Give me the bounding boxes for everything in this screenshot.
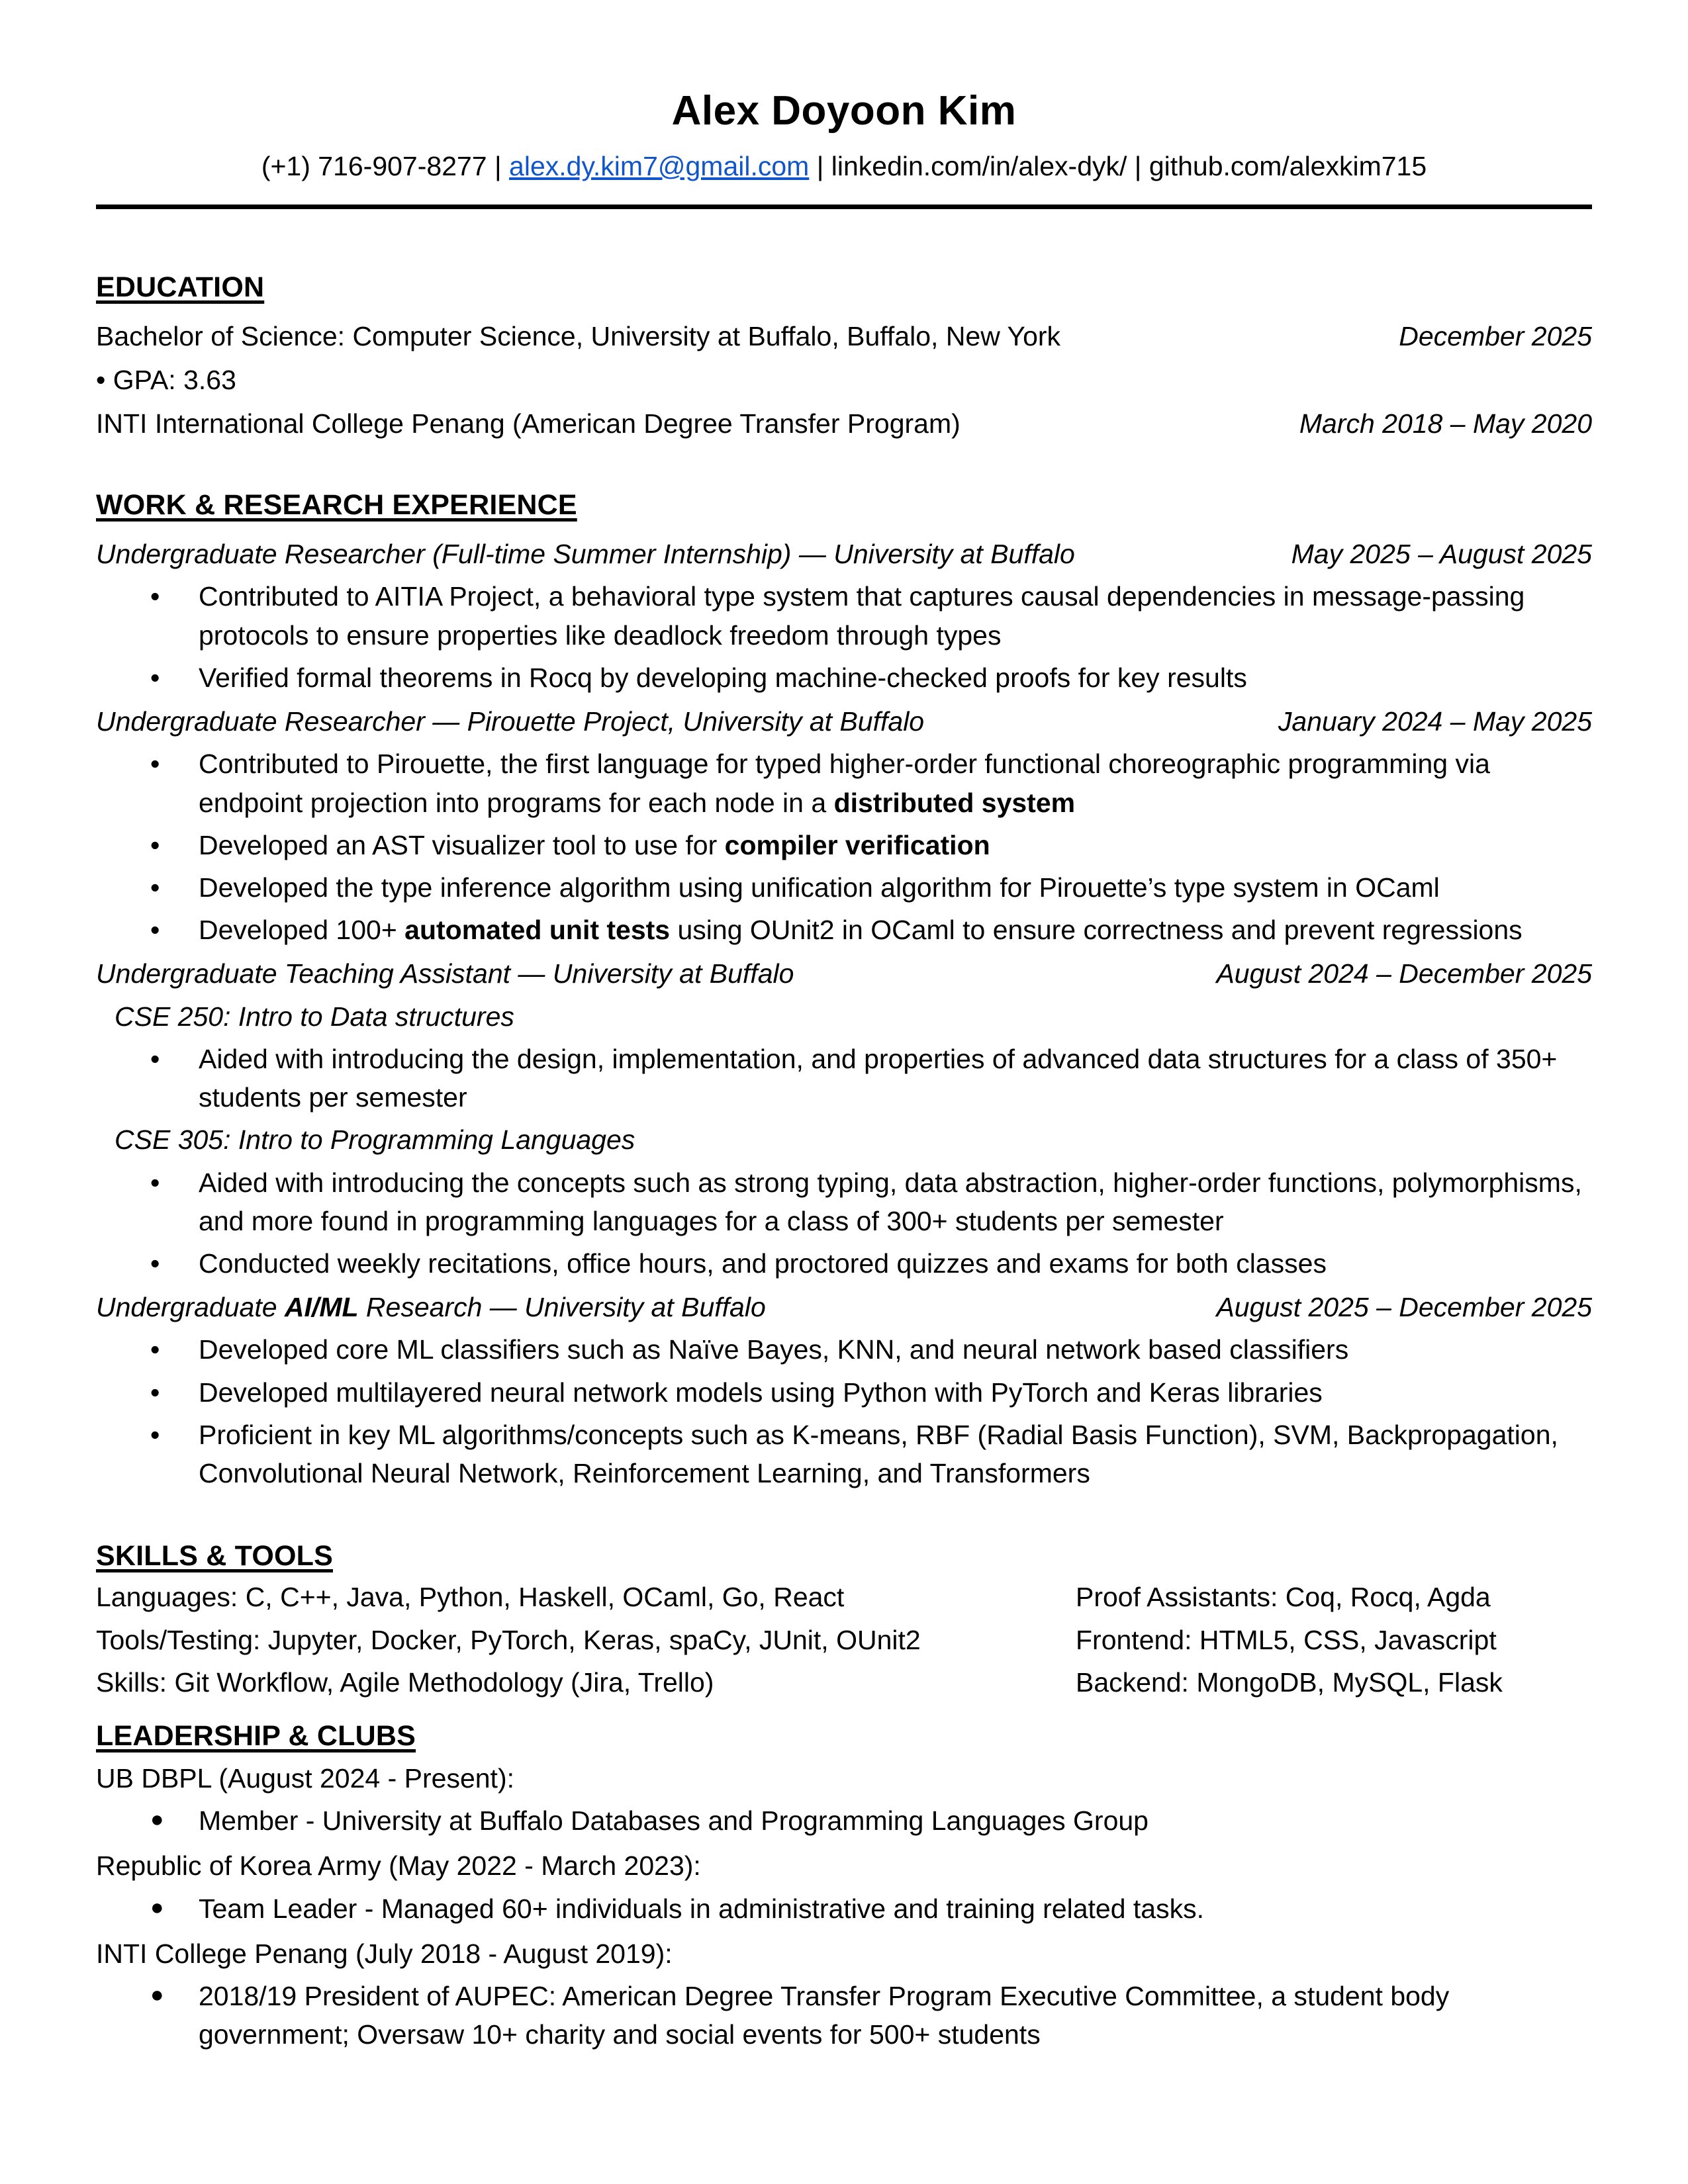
education-school2-row xyxy=(96,404,1592,443)
bullet-dot-icon: • xyxy=(150,662,160,693)
job-header-row xyxy=(96,702,1592,741)
course-bullet-text: Conducted weekly recitations, office hours, and proctored quizzes and exams for both classes xyxy=(199,1248,1327,1279)
course-bullet xyxy=(96,1040,1592,1116)
aiml-title-emphasis: AI/ML xyxy=(284,1292,359,1323)
skills-left-text: Skills: Git Workflow, Agile Methodology (Jira, Trello) xyxy=(96,1666,714,1698)
job-header-row xyxy=(96,535,1592,573)
education-degree-text: Bachelor of Science: Computer Science, University at Buffalo, Buffalo, New York xyxy=(96,320,1061,351)
job-date: May 2025 – August 2025 xyxy=(1291,539,1592,570)
job-bullet xyxy=(96,577,1592,654)
bullet-dot-icon: • xyxy=(150,915,160,946)
job-bullet xyxy=(96,659,1592,697)
skills-grid xyxy=(96,1578,1592,1702)
bullet-dot-icon: • xyxy=(150,1043,160,1074)
skills-left-text: Languages: C, C++, Java, Python, Haskell, OCaml, Go, React xyxy=(96,1582,845,1613)
job-bullet-emphasis: distributed system xyxy=(833,787,1076,818)
job-title: Undergraduate Researcher — Pirouette Project, University at Buffalo xyxy=(96,706,925,737)
job-bullet-emphasis: automated unit tests xyxy=(404,915,671,946)
bullet-dot-icon: • xyxy=(150,1419,160,1450)
separator-3: | xyxy=(1127,151,1149,182)
leadership-bullet-text: Team Leader - Managed 60+ individuals in administrative and training related tasks. xyxy=(199,1893,1205,1924)
leadership-org: INTI College Penang (July 2018 - August 2019): xyxy=(96,1938,673,1969)
education-degree-date: December 2025 xyxy=(1399,320,1592,351)
course-bullet-text: Aided with introducing the design, implementation, and properties of advanced data structures for a class of 350+ students per semester xyxy=(199,1043,1558,1113)
separator-2: | xyxy=(809,151,831,182)
bullet-disc-icon: ● xyxy=(150,1894,164,1920)
bullet-dot-icon: • xyxy=(150,749,160,780)
education-degree-row xyxy=(96,317,1592,355)
aiml-date: August 2025 – December 2025 xyxy=(1216,1292,1592,1323)
page-title: Alex Doyoon Kim xyxy=(671,88,1017,134)
course-bullet-text: Aided with introducing the concepts such as strong typing, data abstraction, higher-order functions, polymorphisms, and more found in programming languages for a class of 300+ students per semester xyxy=(199,1167,1582,1236)
bullet-dot-icon: • xyxy=(150,872,160,903)
course-bullet xyxy=(96,1244,1592,1283)
email-link[interactable]: alex.dy.kim7@gmail.com xyxy=(509,151,810,182)
section-heading-work: WORK & RESEARCH EXPERIENCE xyxy=(96,489,577,522)
leadership-bullet xyxy=(96,1889,1592,1928)
aiml-bullet-text: Proficient in key ML algorithms/concepts such as K-means, RBF (Radial Basis Function), SVM, Backpropagation, Convolutional Neural Network, Reinforcement Learning, and Transformers xyxy=(199,1419,1558,1489)
leadership-org: UB DBPL (August 2024 - Present): xyxy=(96,1762,514,1794)
contact-line xyxy=(96,149,1592,184)
job-bullet-text: Verified formal theorems in Rocq by developing machine-checked proofs for key results xyxy=(199,662,1247,693)
job-bullet-emphasis: compiler verification xyxy=(724,829,990,860)
section-heading-leadership: LEADERSHIP & CLUBS xyxy=(96,1719,416,1752)
leadership-bullet xyxy=(96,1977,1592,2054)
skills-row xyxy=(96,1663,1592,1702)
bullet-dot-icon: • xyxy=(150,1334,160,1365)
skills-row xyxy=(96,1621,1592,1659)
github-text: github.com/alexkim715 xyxy=(1149,151,1427,182)
course-bullet xyxy=(96,1163,1592,1240)
skills-right-text: Proof Assistants: Coq, Rocq, Agda xyxy=(1076,1582,1491,1613)
leadership-bullet xyxy=(96,1801,1592,1840)
bullet-dot-icon: • xyxy=(150,581,160,612)
section-heading-education: EDUCATION xyxy=(96,271,265,303)
skills-row xyxy=(96,1578,1592,1616)
job-title: Undergraduate Researcher (Full-time Summer Internship) — University at Buffalo xyxy=(96,539,1075,570)
aiml-bullet xyxy=(96,1416,1592,1492)
job-date: January 2024 – May 2025 xyxy=(1278,706,1592,737)
header-divider xyxy=(96,205,1592,209)
skills-left-text: Tools/Testing: Jupyter, Docker, PyTorch, Keras, spaCy, JUnit, OUnit2 xyxy=(96,1624,921,1655)
bullet-disc-icon: ● xyxy=(150,1807,164,1833)
leadership-bullet-text: Member - University at Buffalo Databases and Programming Languages Group xyxy=(199,1805,1149,1837)
separator-1: | xyxy=(487,151,510,182)
job-bullet-text: Developed an AST visualizer tool to use for xyxy=(199,829,725,860)
linkedin-text: linkedin.com/in/alex-dyk/ xyxy=(831,151,1127,182)
bullet-dot-icon: • xyxy=(150,1377,160,1408)
course-subheading: CSE 250: Intro to Data structures xyxy=(115,1001,514,1032)
ta-header-row xyxy=(96,954,1592,993)
skills-right-text: Frontend: HTML5, CSS, Javascript xyxy=(1076,1624,1497,1655)
aiml-title-post: Research — University at Buffalo xyxy=(358,1292,766,1323)
job-bullet-text-tail: using OUnit2 in OCaml to ensure correctness and prevent regressions xyxy=(670,915,1523,946)
job-bullet-text: Developed the type inference algorithm using unification algorithm for Pirouette’s type system in OCaml xyxy=(199,872,1440,903)
resume-content xyxy=(96,0,1592,2054)
job-bullet xyxy=(96,745,1592,821)
phone-text: (+1) 716-907-8277 xyxy=(261,151,487,182)
bullet-dot-icon: • xyxy=(150,829,160,860)
aiml-bullet-text: Developed multilayered neural network models using Python with PyTorch and Keras libraries xyxy=(199,1377,1323,1408)
aiml-title xyxy=(96,1288,766,1326)
aiml-bullet-text: Developed core ML classifiers such as Naïve Bayes, KNN, and neural network based classifiers xyxy=(199,1334,1349,1365)
aiml-bullet xyxy=(96,1373,1592,1412)
ta-date: August 2024 – December 2025 xyxy=(1216,958,1592,989)
education-school2-date: March 2018 – May 2020 xyxy=(1299,408,1592,439)
job-bullet xyxy=(96,826,1592,864)
aiml-bullet xyxy=(96,1330,1592,1369)
job-bullet xyxy=(96,911,1592,949)
aiml-header-row xyxy=(96,1288,1592,1326)
bullet-dot-icon: • xyxy=(150,1248,160,1279)
job-bullet-text: Developed 100+ xyxy=(199,915,405,946)
job-bullet-text: Contributed to Pirouette, the first language for typed higher-order functional choreographic programming via endpoint projection into programs for each node in a xyxy=(199,749,1490,818)
bullet-dot-icon: • xyxy=(150,1167,160,1198)
ta-title: Undergraduate Teaching Assistant — University at Buffalo xyxy=(96,958,794,989)
job-bullet xyxy=(96,868,1592,907)
job-bullet-text: Contributed to AITIA Project, a behavioral type system that captures causal dependencies in message-passing protocols to ensure properties like deadlock freedom through types xyxy=(199,581,1525,651)
aiml-title-pre: Undergraduate xyxy=(96,1292,285,1323)
education-gpa: • GPA: 3.63 xyxy=(96,364,236,395)
leadership-org: Republic of Korea Army (May 2022 - March 2023): xyxy=(96,1850,701,1882)
skills-right-text: Backend: MongoDB, MySQL, Flask xyxy=(1076,1666,1503,1698)
course-subheading: CSE 305: Intro to Programming Languages xyxy=(115,1124,635,1156)
bullet-disc-icon: ● xyxy=(150,1982,164,2008)
education-school2-text: INTI International College Penang (American Degree Transfer Program) xyxy=(96,408,961,439)
leadership-bullet-text: 2018/19 President of AUPEC: American Degree Transfer Program Executive Committee, a student body government; Oversaw 10+ charity and social events for 500+ students xyxy=(199,1981,1450,2050)
section-heading-skills: SKILLS & TOOLS xyxy=(96,1540,333,1572)
